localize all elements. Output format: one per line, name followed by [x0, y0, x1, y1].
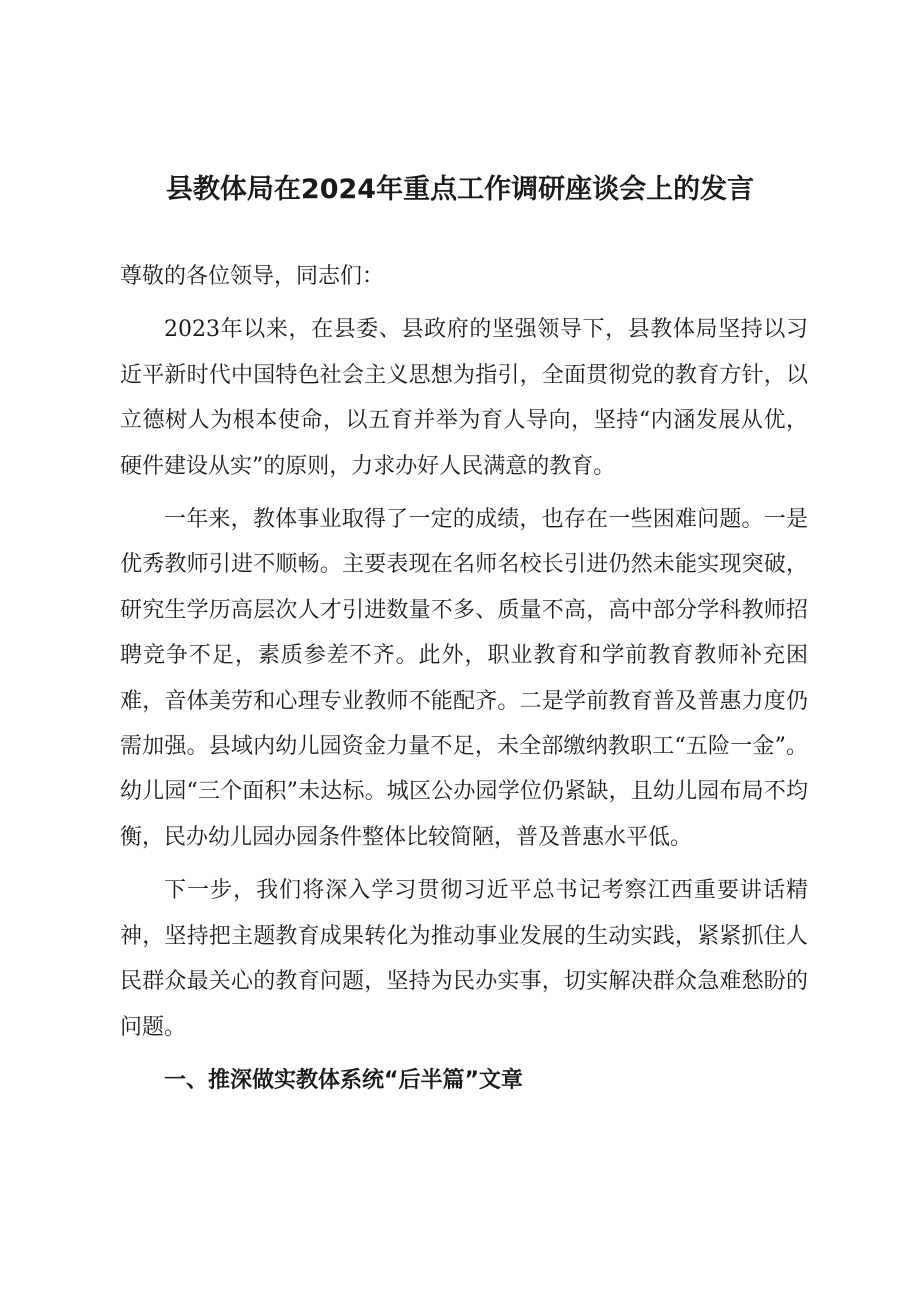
paragraph-intro: 2023年以来，在县委、县政府的坚强领导下，县教体局坚持以习近平新时代中国特色社会主义思想为指引，全面贯彻党的教育方针，以立德树人为根本使命，以五育并举为育人导向，坚持“内涵发展从优，硬件建设从实”的原则，力求办好人民满意的教育。 [120, 317, 808, 479]
document-title: 县教体局在2024年重点工作调研座谈会上的发言 [165, 174, 755, 205]
salutation: 尊敬的各位领导，同志们： [120, 264, 385, 289]
paragraph-problems: 一年来，教体事业取得了一定的成绩，也存在一些困难问题。一是优秀教师引进不顺畅。主要表现在名师名校长引进仍然未能实现突破，研究生学历高层次人才引进数量不多、质量不高，高中部分学科教师招聘竞争不足，素质参差不齐。此外，职业教育和学前教育教师补充困难，音体美劳和心理专业教师不能配齐。二是学前教育普及普惠力度仍需加强。县域内幼儿园资金力量不足，未全部缴纳教职工“五险一金”。幼儿园“三个面积”未达标。城区公办园学位仍紧缺，且幼儿园布局不均衡，民办幼儿园办园条件整体比较简陋，普及普惠水平低。 [120, 507, 808, 850]
section-heading: 一、推深做实教体系统“后半篇”文章 [164, 1067, 523, 1093]
paragraph-next-steps: 下一步，我们将深入学习贯彻习近平总书记考察江西重要讲话精神，坚持把主题教育成果转化为推动事业发展的生动实践，紧紧抓住人民群众最关心的教育问题，坚持为民办实事，切实解决群众急难愁盼的问题。 [120, 878, 808, 1040]
document-body [120, 254, 808, 1111]
